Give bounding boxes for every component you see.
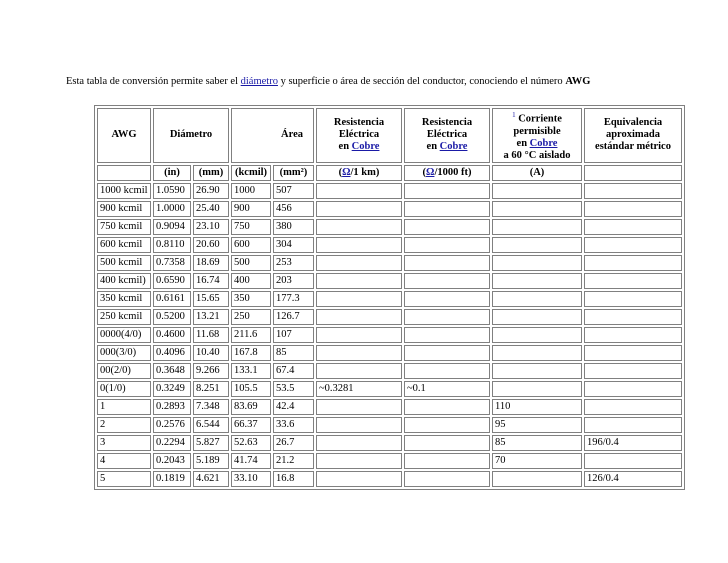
- cell-eq: [584, 309, 682, 325]
- header-diametro: Diámetro: [153, 108, 229, 163]
- header-res2-line3: [407, 141, 487, 153]
- header-corr-line1: [495, 109, 579, 126]
- cell-mm: 4.621: [193, 471, 229, 487]
- diametro-link[interactable]: diámetro: [240, 76, 278, 87]
- cell-mm: 26.90: [193, 183, 229, 199]
- cell-in: 0.1819: [153, 471, 191, 487]
- cell-in: 0.2576: [153, 417, 191, 433]
- cell-in: 0.5200: [153, 309, 191, 325]
- cell-mm2: 304: [273, 237, 314, 253]
- header-eq-line1: Equivalencia: [603, 117, 663, 129]
- cell-mm2: 177.3: [273, 291, 314, 307]
- cell-amp: 85: [492, 435, 582, 451]
- header-corr-label: Corriente: [518, 113, 562, 125]
- cell-in: 1.0590: [153, 183, 191, 199]
- header-res1-line1: Resistencia: [333, 117, 385, 129]
- cell-r1: [316, 273, 402, 289]
- cell-eq: [584, 237, 682, 253]
- cell-awg: 500 kcmil: [97, 255, 151, 271]
- cell-kcmil: 41.74: [231, 453, 271, 469]
- cell-in: 0.9094: [153, 219, 191, 235]
- cell-mm: 11.68: [193, 327, 229, 343]
- cell-r2: [404, 273, 490, 289]
- cell-kcmil: 66.37: [231, 417, 271, 433]
- cobre-link-corr[interactable]: Cobre: [529, 137, 558, 149]
- cell-mm2: 67.4: [273, 363, 314, 379]
- cell-awg: 350 kcmil: [97, 291, 151, 307]
- cell-r2: [404, 237, 490, 253]
- table-row: [97, 201, 682, 217]
- cell-amp: 110: [492, 399, 582, 415]
- cell-r2: ~0.1: [404, 381, 490, 397]
- cell-kcmil: 1000: [231, 183, 271, 199]
- cell-mm2: 33.6: [273, 417, 314, 433]
- cell-mm2: 85: [273, 345, 314, 361]
- header-corr-line3: [495, 138, 579, 150]
- header-corr-line2: permisible: [513, 125, 561, 137]
- cell-kcmil: 83.69: [231, 399, 271, 415]
- cobre-link-res1[interactable]: Cobre: [351, 141, 380, 153]
- cell-kcmil: 400: [231, 273, 271, 289]
- cell-awg: 3: [97, 435, 151, 451]
- cell-r1: [316, 345, 402, 361]
- cell-eq: 126/0.4: [584, 471, 682, 487]
- cell-r2: [404, 417, 490, 433]
- cell-awg: 4: [97, 453, 151, 469]
- cell-amp: 70: [492, 453, 582, 469]
- cell-in: 0.6590: [153, 273, 191, 289]
- cell-amp: [492, 363, 582, 379]
- cell-awg: 900 kcmil: [97, 201, 151, 217]
- cell-awg: 5: [97, 471, 151, 487]
- cell-eq: [584, 201, 682, 217]
- cell-amp: [492, 291, 582, 307]
- cobre-link-res2[interactable]: Cobre: [439, 141, 468, 153]
- header-res1-line2: Eléctrica: [338, 129, 380, 141]
- cell-r1: [316, 435, 402, 451]
- cell-mm: 8.251: [193, 381, 229, 397]
- cell-r1: [316, 237, 402, 253]
- cell-awg: 1: [97, 399, 151, 415]
- cell-r1: [316, 255, 402, 271]
- cell-amp: [492, 471, 582, 487]
- cell-amp: [492, 201, 582, 217]
- cell-mm2: 21.2: [273, 453, 314, 469]
- unit-amp: (A): [492, 165, 582, 181]
- cell-mm: 10.40: [193, 345, 229, 361]
- unit-mm2: (mm²): [273, 165, 314, 181]
- unit-mm: (mm): [193, 165, 229, 181]
- cell-in: 0.4096: [153, 345, 191, 361]
- cell-amp: [492, 381, 582, 397]
- table-row: [97, 435, 682, 451]
- header-awg: AWG: [97, 108, 151, 163]
- cell-eq: [584, 327, 682, 343]
- intro-text-before: Esta tabla de conversión permite saber el: [66, 76, 241, 87]
- table-row: [97, 237, 682, 253]
- cell-awg: 2: [97, 417, 151, 433]
- ohm-link-km[interactable]: Ω: [342, 166, 351, 178]
- cell-mm2: 456: [273, 201, 314, 217]
- cell-awg: 0000(4/0): [97, 327, 151, 343]
- cell-amp: [492, 273, 582, 289]
- header-res2-line1: Resistencia: [421, 117, 473, 129]
- cell-mm: 20.60: [193, 237, 229, 253]
- cell-in: 0.7358: [153, 255, 191, 271]
- cell-awg: 750 kcmil: [97, 219, 151, 235]
- cell-r2: [404, 255, 490, 271]
- cell-r2: [404, 363, 490, 379]
- cell-kcmil: 167.8: [231, 345, 271, 361]
- table-row: [97, 219, 682, 235]
- cell-r1: [316, 201, 402, 217]
- cell-in: 0.2043: [153, 453, 191, 469]
- cell-mm: 5.189: [193, 453, 229, 469]
- ohm-link-ft[interactable]: Ω: [426, 166, 435, 178]
- header-eq-line3: estándar métrico: [595, 141, 671, 153]
- cell-kcmil: 900: [231, 201, 271, 217]
- cell-mm2: 203: [273, 273, 314, 289]
- cell-mm2: 53.5: [273, 381, 314, 397]
- cell-awg: 00(2/0): [97, 363, 151, 379]
- header-corr-en: en: [516, 137, 530, 149]
- cell-awg: 600 kcmil: [97, 237, 151, 253]
- cell-kcmil: 211.6: [231, 327, 271, 343]
- cell-awg: 000(3/0): [97, 345, 151, 361]
- cell-eq: 196/0.4: [584, 435, 682, 451]
- table-row: [97, 417, 682, 433]
- cell-mm2: 507: [273, 183, 314, 199]
- cell-mm2: 42.4: [273, 399, 314, 415]
- table-row: [97, 363, 682, 379]
- intro-text-after: y superficie o área de sección del conductor, conociendo el número: [277, 76, 566, 87]
- cell-amp: [492, 237, 582, 253]
- header-resistencia-ft: [404, 108, 490, 163]
- table-row: [97, 291, 682, 307]
- unit-eq-empty: [584, 165, 682, 181]
- cell-r1: [316, 309, 402, 325]
- cell-r2: [404, 309, 490, 325]
- table-row: [97, 345, 682, 361]
- cell-eq: [584, 219, 682, 235]
- intro-awg-bold: AWG: [565, 76, 591, 87]
- cell-mm2: 16.8: [273, 471, 314, 487]
- cell-eq: [584, 291, 682, 307]
- unit-res-ft: (Ω/1000 ft): [404, 165, 490, 181]
- cell-kcmil: 500: [231, 255, 271, 271]
- header-corriente: [492, 108, 582, 163]
- cell-kcmil: 750: [231, 219, 271, 235]
- cell-in: 0.2294: [153, 435, 191, 451]
- cell-mm: 18.69: [193, 255, 229, 271]
- table-row: [97, 327, 682, 343]
- cell-mm: 7.348: [193, 399, 229, 415]
- unit-res-km: (Ω/1 km): [316, 165, 402, 181]
- cell-amp: [492, 219, 582, 235]
- cell-eq: [584, 417, 682, 433]
- header-res1-line3: [319, 141, 399, 153]
- table-row: [97, 381, 682, 397]
- cell-eq: [584, 183, 682, 199]
- cell-r2: [404, 399, 490, 415]
- cell-mm: 5.827: [193, 435, 229, 451]
- cell-r1: [316, 219, 402, 235]
- unit-awg-empty: [97, 165, 151, 181]
- cell-mm2: 380: [273, 219, 314, 235]
- unit-in: (in): [153, 165, 191, 181]
- header-eq-line2: aproximada: [605, 129, 661, 141]
- cell-awg: 250 kcmil: [97, 309, 151, 325]
- cell-r1: [316, 327, 402, 343]
- cell-in: 1.0000: [153, 201, 191, 217]
- awg-conversion-table: [94, 105, 685, 490]
- header-res2-line2: Eléctrica: [426, 129, 468, 141]
- cell-kcmil: 33.10: [231, 471, 271, 487]
- cell-r2: [404, 183, 490, 199]
- header-resistencia-km: [316, 108, 402, 163]
- cell-eq: [584, 453, 682, 469]
- cell-mm: 6.544: [193, 417, 229, 433]
- cell-amp: [492, 183, 582, 199]
- cell-r2: [404, 345, 490, 361]
- cell-r2: [404, 435, 490, 451]
- unit-res-km-rest: /1 km): [350, 166, 380, 178]
- cell-mm2: 26.7: [273, 435, 314, 451]
- cell-eq: [584, 345, 682, 361]
- unit-res-ft-rest: /1000 ft): [434, 166, 472, 178]
- header-res2-en: en: [426, 141, 440, 153]
- header-area-label: Área: [281, 129, 303, 141]
- cell-kcmil: 105.5: [231, 381, 271, 397]
- cell-kcmil: 133.1: [231, 363, 271, 379]
- cell-mm: 13.21: [193, 309, 229, 325]
- header-area: [231, 108, 314, 163]
- cell-r1: [316, 417, 402, 433]
- cell-r2: [404, 219, 490, 235]
- cell-mm: 15.65: [193, 291, 229, 307]
- cell-awg: 400 kcmil): [97, 273, 151, 289]
- cell-r2: [404, 453, 490, 469]
- cell-in: 0.2893: [153, 399, 191, 415]
- table-row: [97, 309, 682, 325]
- cell-amp: [492, 345, 582, 361]
- cell-eq: [584, 381, 682, 397]
- cell-mm: 23.10: [193, 219, 229, 235]
- cell-mm2: 253: [273, 255, 314, 271]
- header-corr-line4: a 60 °C aislado: [503, 149, 571, 161]
- footnote-1-link[interactable]: 1: [512, 111, 516, 119]
- cell-kcmil: 250: [231, 309, 271, 325]
- unit-kcmil: (kcmil): [231, 165, 271, 181]
- cell-in: 0.3648: [153, 363, 191, 379]
- units-row: [97, 165, 682, 181]
- cell-r2: [404, 471, 490, 487]
- cell-awg: 0(1/0): [97, 381, 151, 397]
- cell-mm: 9.266: [193, 363, 229, 379]
- cell-r1: ~0.3281: [316, 381, 402, 397]
- cell-amp: [492, 327, 582, 343]
- cell-r2: [404, 201, 490, 217]
- cell-mm: 25.40: [193, 201, 229, 217]
- table-row: [97, 399, 682, 415]
- cell-eq: [584, 363, 682, 379]
- cell-r1: [316, 471, 402, 487]
- header-row: [97, 108, 682, 163]
- cell-in: 0.6161: [153, 291, 191, 307]
- table-row: [97, 453, 682, 469]
- cell-in: 0.3249: [153, 381, 191, 397]
- cell-r1: [316, 453, 402, 469]
- cell-amp: [492, 309, 582, 325]
- cell-mm2: 107: [273, 327, 314, 343]
- cell-eq: [584, 255, 682, 271]
- cell-awg: 1000 kcmil: [97, 183, 151, 199]
- table-row: [97, 255, 682, 271]
- cell-eq: [584, 273, 682, 289]
- cell-amp: 95: [492, 417, 582, 433]
- table-row: [97, 273, 682, 289]
- cell-r1: [316, 399, 402, 415]
- cell-eq: [584, 399, 682, 415]
- cell-kcmil: 600: [231, 237, 271, 253]
- cell-r1: [316, 183, 402, 199]
- cell-in: 0.4600: [153, 327, 191, 343]
- cell-r1: [316, 363, 402, 379]
- cell-r1: [316, 291, 402, 307]
- cell-mm: 16.74: [193, 273, 229, 289]
- cell-kcmil: 350: [231, 291, 271, 307]
- cell-in: 0.8110: [153, 237, 191, 253]
- header-res1-en: en: [338, 141, 352, 153]
- cell-mm2: 126.7: [273, 309, 314, 325]
- table-row: [97, 471, 682, 487]
- header-equivalencia: [584, 108, 682, 163]
- cell-amp: [492, 255, 582, 271]
- cell-kcmil: 52.63: [231, 435, 271, 451]
- cell-r2: [404, 327, 490, 343]
- intro-paragraph: [66, 76, 590, 87]
- table-row: [97, 183, 682, 199]
- cell-r2: [404, 291, 490, 307]
